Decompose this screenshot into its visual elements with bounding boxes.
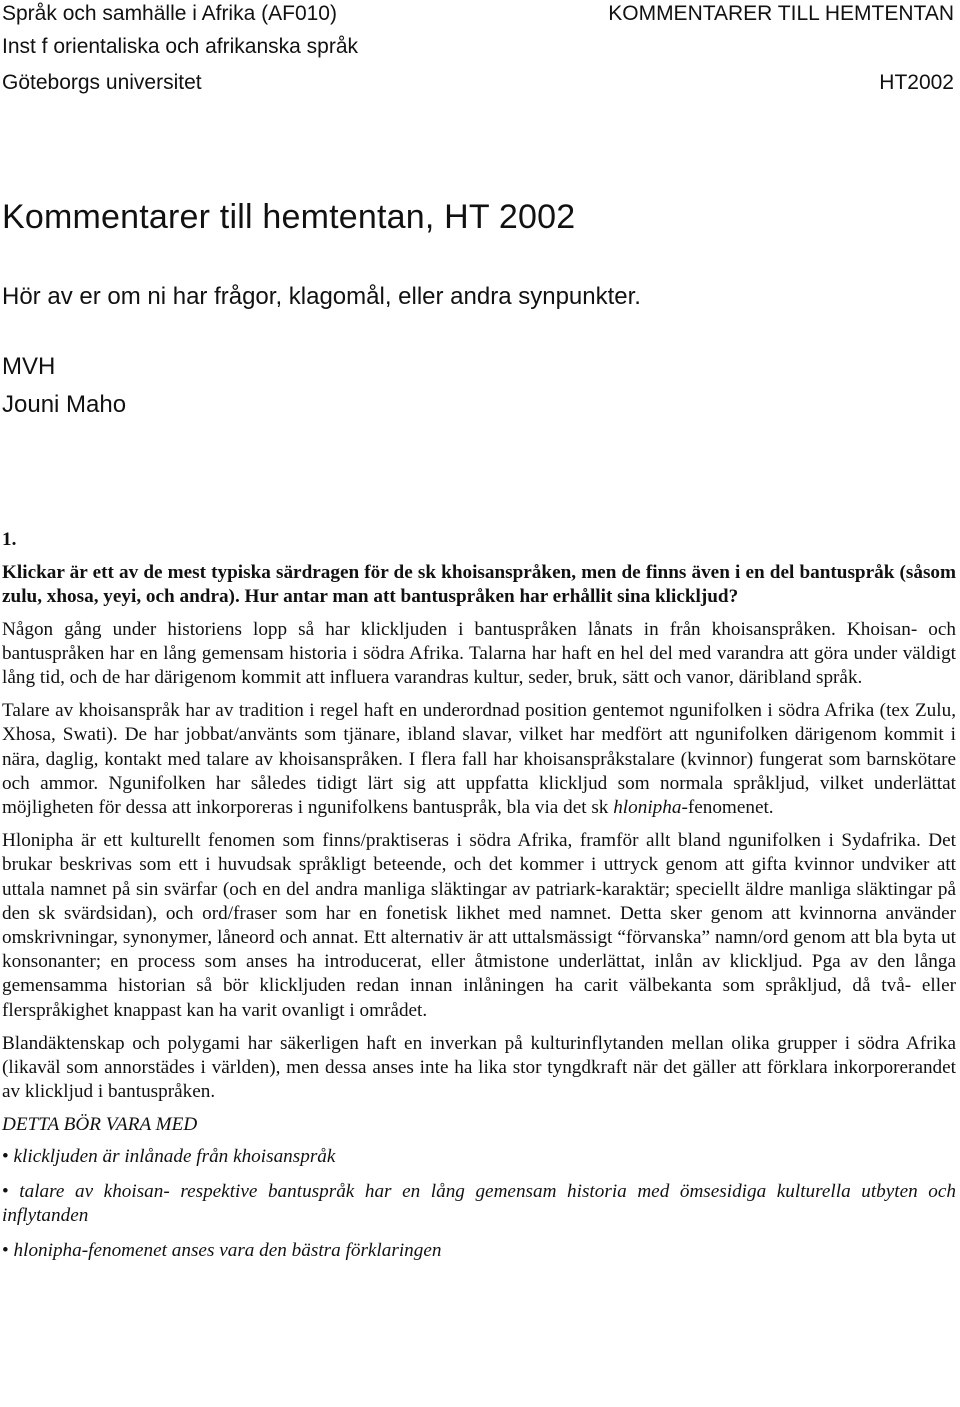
page-title: Kommentarer till hemtentan, HT 2002 xyxy=(2,198,576,236)
list-item-text: hlonipha-fenomenet anses vara den bästra förklaringen xyxy=(13,1240,442,1262)
term-label: HT2002 xyxy=(879,71,954,94)
list-item-text: klickljuden är inlånade från khoisanspråk xyxy=(13,1145,336,1167)
department-name: Inst f orientaliska och afrikanska språk xyxy=(2,35,358,58)
should-include-heading: DETTA BÖR VARA MED xyxy=(2,1114,198,1136)
hlonipha-term: hlonipha xyxy=(613,797,682,819)
question-text xyxy=(2,561,956,609)
list-item xyxy=(2,1239,956,1263)
paragraph-2-text: Talare av khoisanspråk har av tradition i regel haft en underordnad position gentemot ngunifolken i södra Afrika (tex Zulu, Xhosa, Swati). De har jobbat/använts som tjänare, ibland slavar, vilket har medfört att ngunifolken därigenom kommit i nära, daglig, kontakt med talare av khoisanspråken. I flera fall har khoisanspråkstalare (kvinnor) fungerat som barnskötare och ammor. Ngunifolken har således tidigt lärt sig att uppfatta klickljud som normala språkljud, vilket underlättat möjligheten för dessa att inkorporeras i ngunifolkens bantuspråk, bla via det sk xyxy=(2,700,956,819)
bullet-icon: • xyxy=(2,1180,9,1202)
document-type: KOMMENTARER TILL HEMTENTAN xyxy=(608,2,954,25)
header-row-3 xyxy=(2,71,954,95)
question-number: 1. xyxy=(2,529,17,550)
paragraph-3: Hlonipha är ett kulturellt fenomen som finns/praktiseras i södra Afrika, framför allt bland ngunifolken i Sydafrika. Det brukar beskrivas som ett i huvudsak språkligt beteende, och det kommer i uttryck genom att gifta kvinnor undviker att uttala namnet på sin svärfar (och en del andra manliga släktingar av patriark-karaktär; speciellt äldre manliga släktingar på den sk svärdsidan), och ord/fraser som har en fonetisk likhet med namnet. Detta sker genom att kvinnorna använder omskrivningar, synonymer, låneord och annat. Ett alternativ är att uttalsmässigt “förvanska” namn/ord genom att bla byta ut konsonanter; en process som anses ha introducerat, eller åtmistone underlättat, inlån av klickljud. Pga av den långa gemensamma historian så bör klickljuden redan innan inlåningen ha carit välbekanta som språkljud, då två- eller flerspråkighet knappast kan ha varit ovanligt i området. xyxy=(2,830,956,1021)
header-row-1 xyxy=(2,2,954,26)
list-item xyxy=(2,1145,956,1169)
question-context: Klickar är ett av de mest typiska särdragen för de sk khoisanspråken, men de finns även i en del bantuspråk (såsom zulu, xhosa, yeyi, och andra). xyxy=(2,562,956,608)
author-name: Jouni Maho xyxy=(2,391,127,418)
greeting: MVH xyxy=(2,353,56,380)
paragraph-4: Blandäktenskap och polygami har säkerligen haft en inverkan på kulturinflytanden mellan olika grupper i södra Afrika (likaväl som annorstädes i världen), men dessa anses inte ha lika stor tyngdkraft när det gäller att förklara inkorporerandet av klickljud i bantuspråken. xyxy=(2,1032,956,1103)
header-row-2 xyxy=(2,35,954,59)
bullet-icon: • xyxy=(2,1145,9,1167)
intro-line: Hör av er om ni har frågor, klagomål, eller andra synpunkter. xyxy=(2,283,641,310)
bullet-icon: • xyxy=(2,1240,9,1262)
university-name: Göteborgs universitet xyxy=(2,71,202,94)
question-main: Hur antar man att bantuspråken har erhållit sina klickljud? xyxy=(244,586,739,608)
paragraph-1: Någon gång under historiens lopp så har klickljuden i bantuspråken lånats in från khoisanspråken. Khoisan- och bantuspråken har en lång gemensam historia i södra Afrika. Talarna har haft en hel del med varandra att göra under väldigt lång tid, och de har därigenom kommit att influera varandras kultur, seder, bruk, sätt och vanor, däribland språk. xyxy=(2,618,956,689)
list-item-text: talare av khoisan- respektive bantuspråk har en lång gemensam historia med ömsesidiga kulturella utbyten och inflytanden xyxy=(2,1180,956,1227)
paragraph-2 xyxy=(2,699,956,820)
list-item xyxy=(2,1180,956,1228)
should-include-list xyxy=(2,1145,956,1264)
paragraph-2-end: -fenomenet. xyxy=(681,797,774,819)
course-name: Språk och samhälle i Afrika (AF010) xyxy=(2,2,337,25)
document-body xyxy=(2,528,956,1274)
